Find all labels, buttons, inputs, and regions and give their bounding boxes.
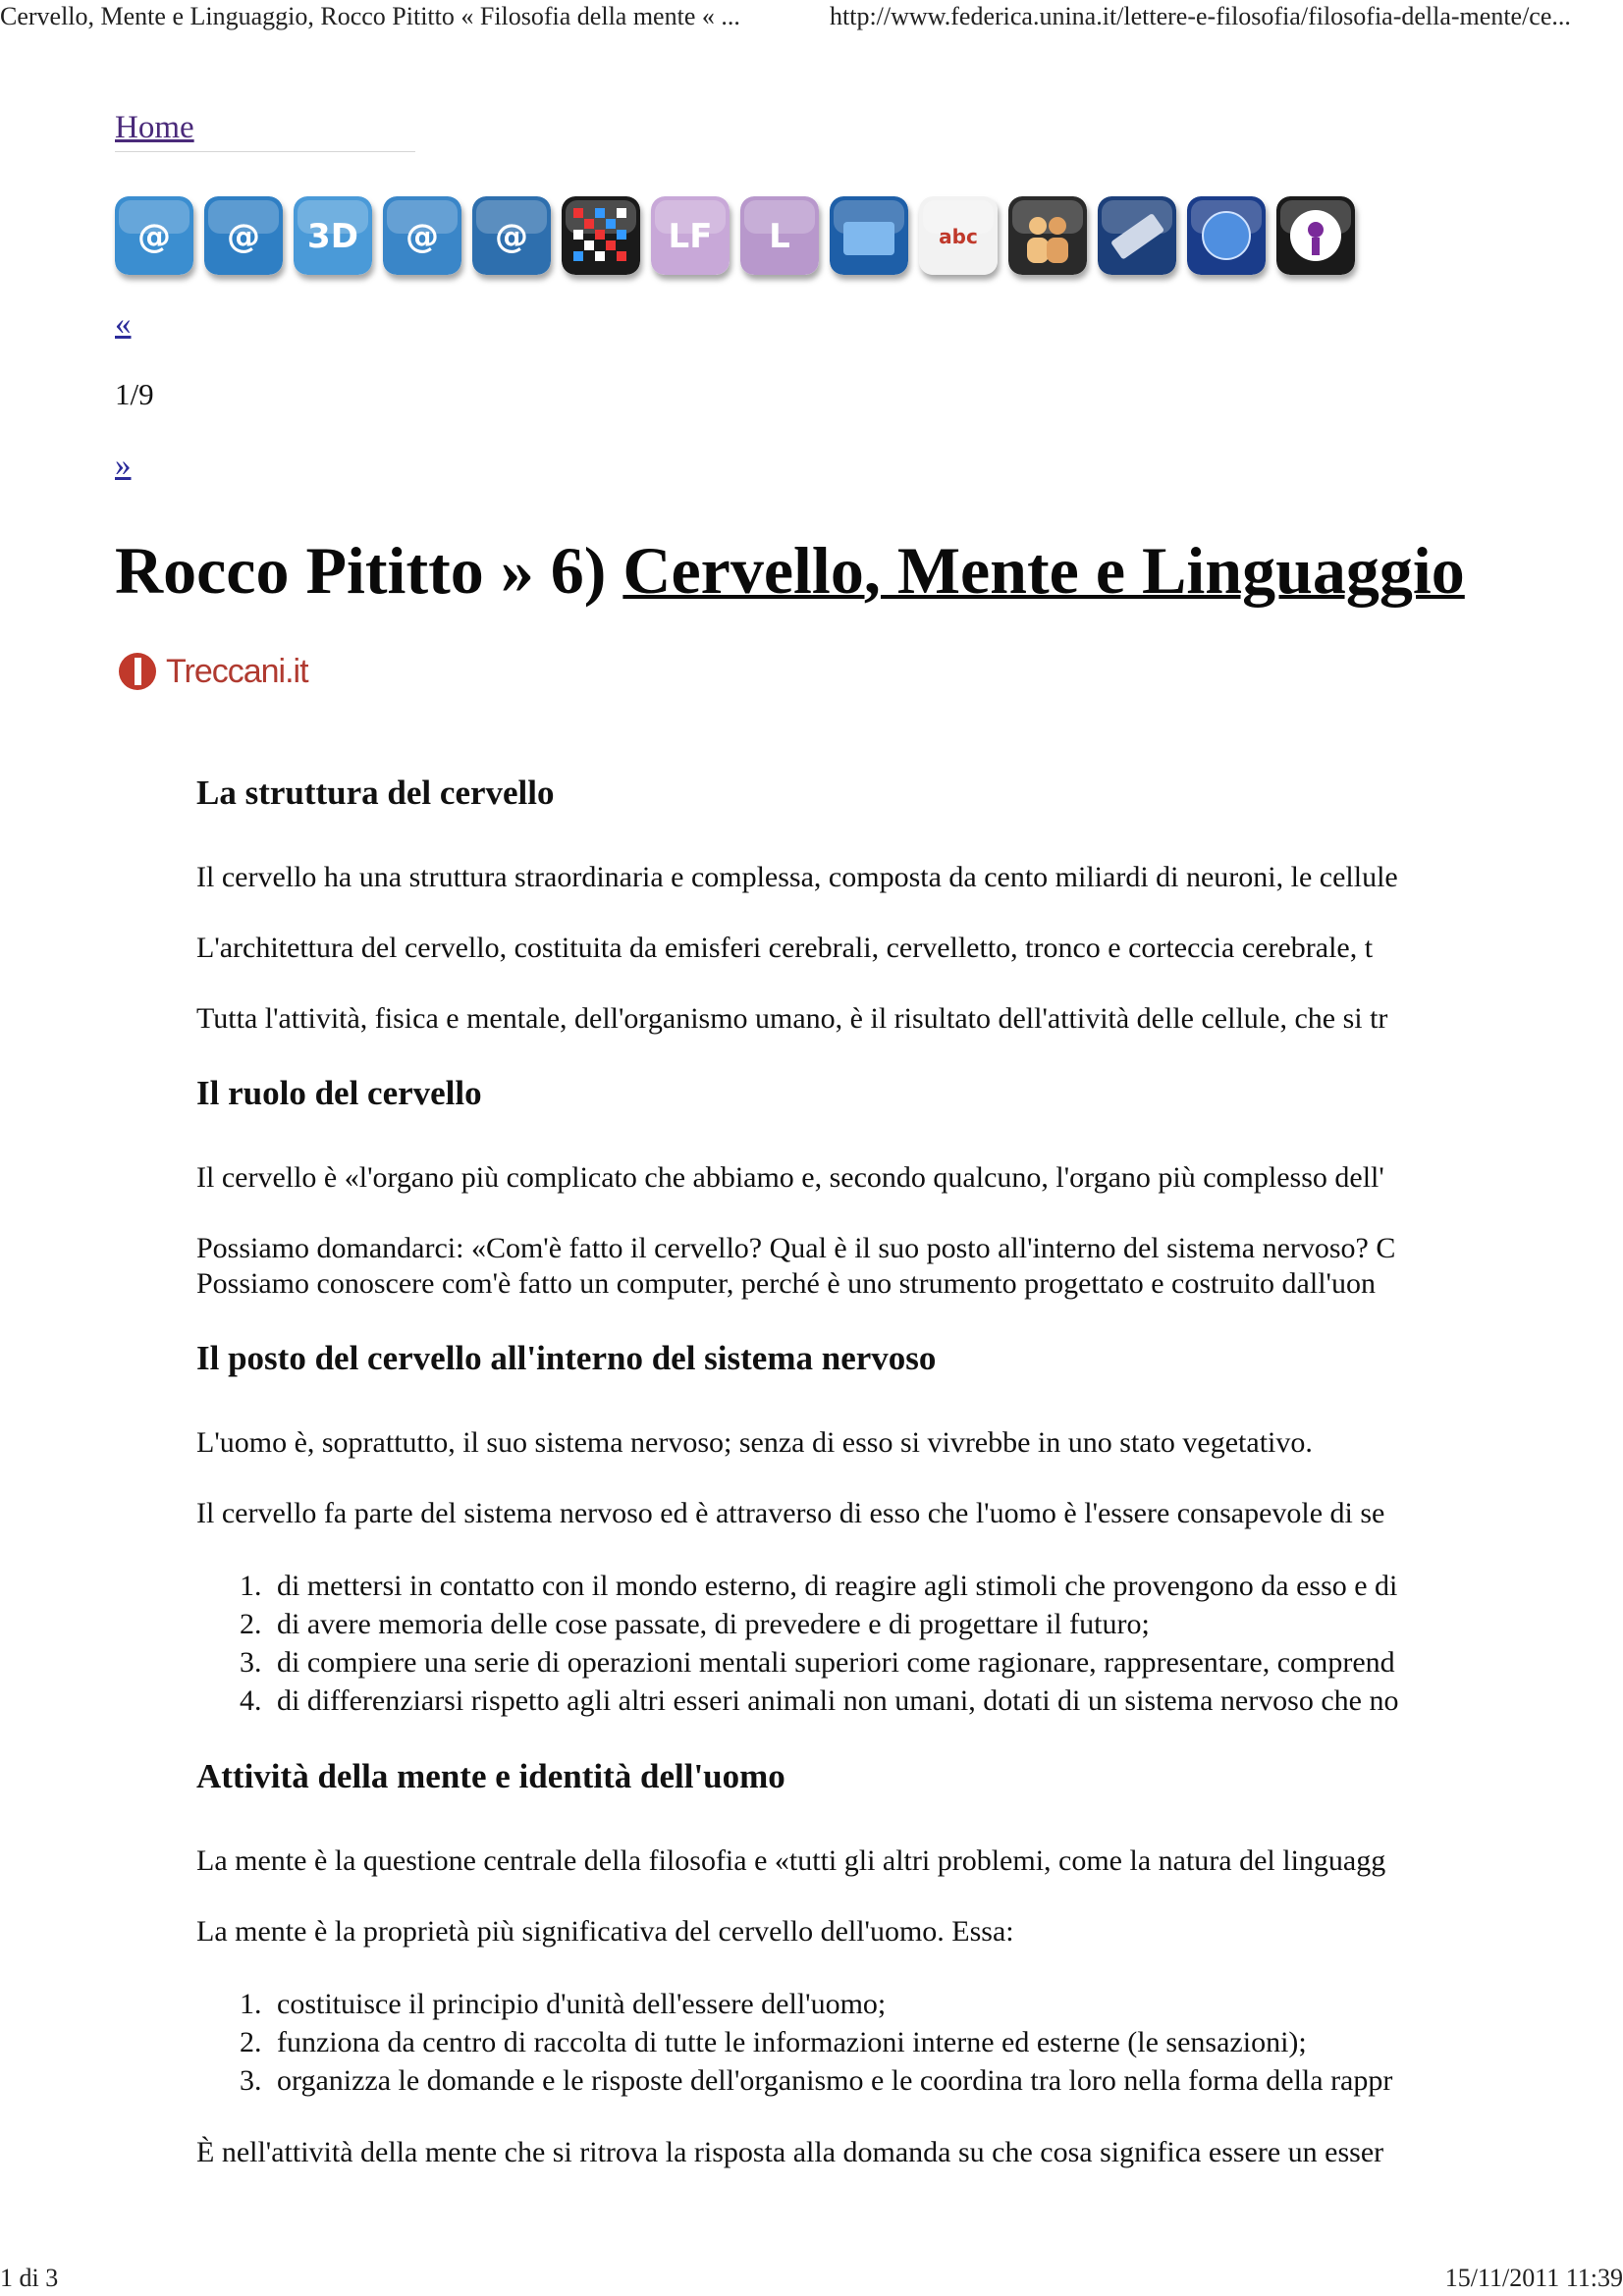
svg-text:@: @ — [227, 217, 260, 256]
lf-icon[interactable] — [651, 196, 730, 275]
list-number: 1. — [240, 1570, 262, 1602]
list-number: 3. — [240, 1646, 262, 1679]
list-item — [196, 1682, 1512, 1720]
list-item-text: organizza le domande e le risposte dell'organismo e le coordina tra loro nella forma della rappr — [277, 2064, 1393, 2097]
treccani-mark-icon — [117, 650, 160, 693]
list-number: 4. — [240, 1684, 262, 1717]
list-item-text: di differenziarsi rispetto agli altri esseri animali non umani, dotati di un sistema nervoso che no — [277, 1684, 1399, 1717]
section-heading: La struttura del cervello — [196, 774, 555, 812]
svg-text:L: L — [769, 217, 790, 256]
paragraph: Tutta l'attività, fisica e mentale, dell'organismo umano, è il risultato dell'attività delle cellule, che si tr — [196, 1002, 1388, 1035]
print-header — [0, 0, 1623, 39]
paragraph: Possiamo conoscere com'è fatto un computer, perché è uno strumento progettato e costruito dall'uon — [196, 1267, 1376, 1300]
abc-check-icon[interactable] — [919, 196, 998, 275]
svg-text:LF: LF — [668, 217, 713, 256]
list-item — [196, 1643, 1512, 1682]
list-number: 1. — [240, 1988, 262, 2020]
page-title — [115, 526, 1465, 614]
print-footer-datetime: 15/11/2011 11:39 — [1444, 2264, 1623, 2292]
mosaic-icon[interactable] — [562, 196, 640, 275]
list-item-text: di compiere una serie di operazioni mentali superiori come ragionare, rappresentare, comprend — [277, 1646, 1395, 1679]
federica-portal-icon[interactable] — [115, 196, 193, 275]
paragraph: La mente è la proprietà più significativa del cervello dell'uomo. Essa: — [196, 1915, 1014, 1948]
article-content — [196, 766, 1512, 2179]
svg-text:3D: 3D — [307, 217, 358, 256]
paragraph: Il cervello ha una struttura straordinaria e complessa, composta da cento miliardi di neuroni, le cellule — [196, 861, 1398, 893]
list-item-text: di mettersi in contatto con il mondo esterno, di reagire agli stimoli che provengono da esso e di — [277, 1570, 1398, 1602]
ordered-list — [196, 1567, 1512, 1720]
next-page-link[interactable]: » — [115, 448, 132, 483]
svg-text:abc: abc — [939, 225, 978, 248]
page-title-link[interactable]: Cervello, Mente e Linguaggio — [622, 533, 1465, 608]
print-footer — [0, 2262, 1623, 2295]
list-item — [196, 2023, 1512, 2061]
list-number: 2. — [240, 2026, 262, 2058]
paragraph: È nell'attività della mente che si ritrova la risposta alla domanda su che cosa significa essere un esser — [196, 2136, 1384, 2168]
list-item — [196, 1605, 1512, 1643]
lf-globe-icon[interactable] — [740, 196, 819, 275]
treccani-logo[interactable] — [117, 650, 308, 693]
section-heading: Attività della mente e identità dell'uomo — [196, 1757, 785, 1795]
folder-icon[interactable] — [830, 196, 908, 275]
list-number: 2. — [240, 1608, 262, 1640]
svg-text:@: @ — [137, 217, 171, 256]
print-header-title: Cervello, Mente e Linguaggio, Rocco Pititto « Filosofia della mente « ... — [0, 2, 740, 30]
list-item — [196, 1567, 1512, 1605]
svg-text:@: @ — [406, 217, 439, 256]
home-link[interactable]: Home — [115, 110, 194, 145]
home-divider — [115, 151, 415, 152]
list-item — [196, 2061, 1512, 2100]
list-item — [196, 1985, 1512, 2023]
page-title-prefix: Rocco Pititto » 6) — [115, 533, 623, 608]
federica-campus-icon[interactable] — [383, 196, 461, 275]
federica-3d-icon[interactable] — [294, 196, 372, 275]
print-header-url: http://www.federica.unina.it/lettere-e-filosofia/filosofia-della-mente/ce... — [830, 2, 1571, 30]
section-heading: Il posto del cervello all'interno del sistema nervoso — [196, 1339, 937, 1377]
page-counter: 1/9 — [115, 377, 154, 411]
federica-news-icon[interactable] — [472, 196, 551, 275]
svg-text:@: @ — [495, 217, 528, 256]
paragraph: Il cervello fa parte del sistema nervoso ed è attraverso di esso che l'uomo è l'essere consapevole di se — [196, 1497, 1385, 1529]
paragraph: La mente è la questione centrale della filosofia e «tutti gli altri problemi, come la natura del linguagg — [196, 1844, 1386, 1877]
list-number: 3. — [240, 2064, 262, 2097]
section-heading: Il ruolo del cervello — [196, 1074, 482, 1112]
keyboard-icon[interactable] — [1098, 196, 1176, 275]
paragraph: L'architettura del cervello, costituita da emisferi cerebrali, cervelletto, tronco e corteccia cerebrale, t — [196, 932, 1374, 964]
print-footer-page: 1 di 3 — [0, 2264, 59, 2292]
globe-icon[interactable] — [1187, 196, 1266, 275]
paragraph: Il cervello è «l'organo più complicato che abbiamo e, secondo qualcuno, l'organo più complesso dell' — [196, 1161, 1384, 1194]
paragraph: L'uomo è, soprattutto, il suo sistema nervoso; senza di esso si vivrebbe in uno stato vegetativo. — [196, 1426, 1313, 1459]
treccani-logo-text: Treccani.it — [166, 653, 308, 690]
paragraph: Possiamo domandarci: «Com'è fatto il cervello? Qual è il suo posto all'interno del sistema nervoso? C — [196, 1232, 1396, 1264]
list-item-text: costituisce il principio d'unità dell'essere dell'uomo; — [277, 1988, 887, 2020]
podcast-icon[interactable] — [1276, 196, 1355, 275]
list-item-text: di avere memoria delle cose passate, di prevedere e di progettare il futuro; — [277, 1608, 1150, 1640]
previous-page-link[interactable]: « — [115, 306, 132, 342]
federica-ebook-icon[interactable] — [204, 196, 283, 275]
people-icon[interactable] — [1008, 196, 1087, 275]
list-item-text: funziona da centro di raccolta di tutte le informazioni interne ed esterne (le sensazioni); — [277, 2026, 1307, 2058]
ordered-list — [196, 1985, 1512, 2100]
